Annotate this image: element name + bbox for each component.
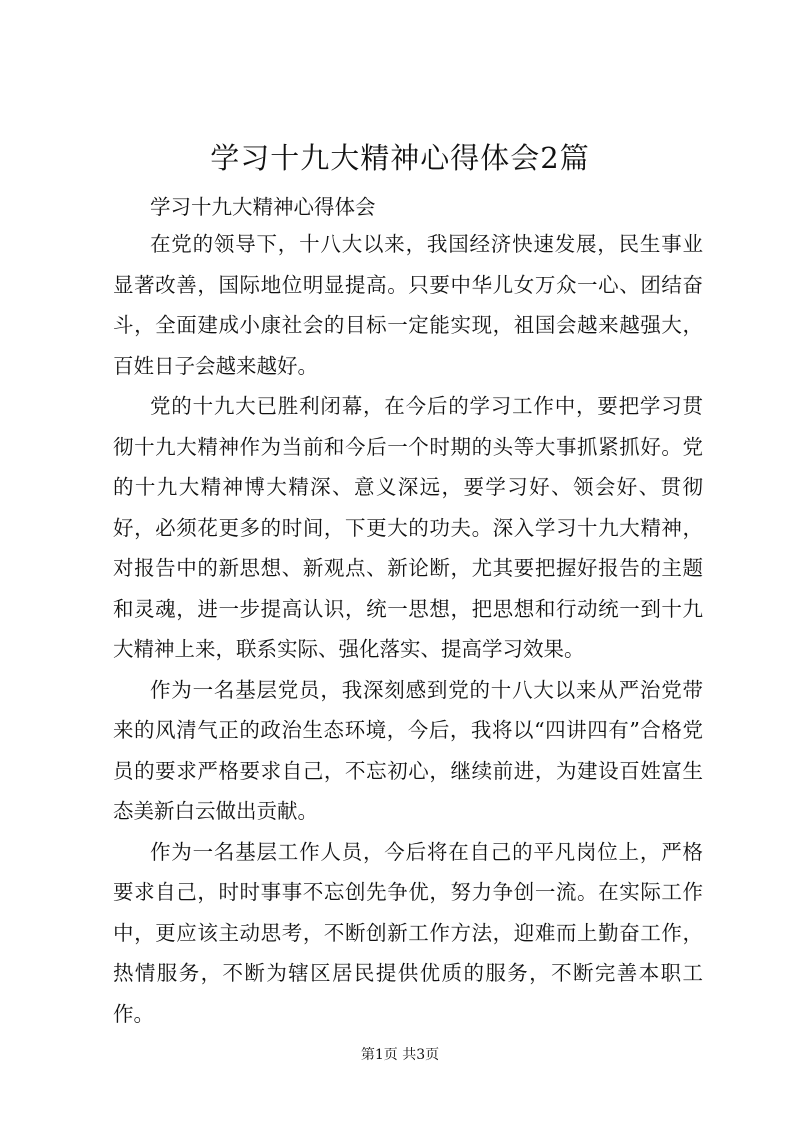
page-footer: 第1页 共3页 <box>360 1047 440 1063</box>
paragraph-1: 在党的领导下，十八大以来，我国经济快速发展，民生事业显著改善，国际地位明显提高。只要中华儿女万众一心、团结奋斗，全面建成小康社会的目标一定能实现，祖国会越来越强大，百姓日子会越来越好。 <box>113 232 703 378</box>
paragraph-2: 党的十九大已胜利闭幕，在今后的学习工作中，要把学习贯彻十九大精神作为当前和今后一个时期的头等大事抓紧抓好。党的十九大精神博大精深、意义深远，要学习好、领会好、贯彻好，必须花更多的时间，下更大的功夫。深入学习十九大精神，对报告中的新思想、新观点、新论断，尤其要把握好报告的主题和灵魂，进一步提高认识，统一思想，把思想和行动统一到十九大精神上来，联系实际、强化落实、提高学习效果。 <box>113 394 703 661</box>
paragraph-4: 作为一名基层工作人员，今后将在自己的平凡岗位上，严格要求自己，时时事事不忘创先争优，努力争创一流。在实际工作中，更应该主动思考，不断创新工作方法，迎难而上勤奋工作，热情服务，不断为辖区居民提供优质的服务，不断完善本职工作。 <box>113 839 703 1026</box>
paragraph-3: 作为一名基层党员，我深刻感到党的十八大以来从严治党带来的风清气正的政治生态环境，今后，我将以“四讲四有”合格党员的要求严格要求自己，不忘初心，继续前进，为建设百姓富生态美新白云做出贡献。 <box>113 677 703 823</box>
section-subtitle: 学习十九大精神心得体会 <box>150 195 376 219</box>
document-body <box>113 190 703 1034</box>
document-title: 学习十九大精神心得体会2篇 <box>210 141 590 175</box>
